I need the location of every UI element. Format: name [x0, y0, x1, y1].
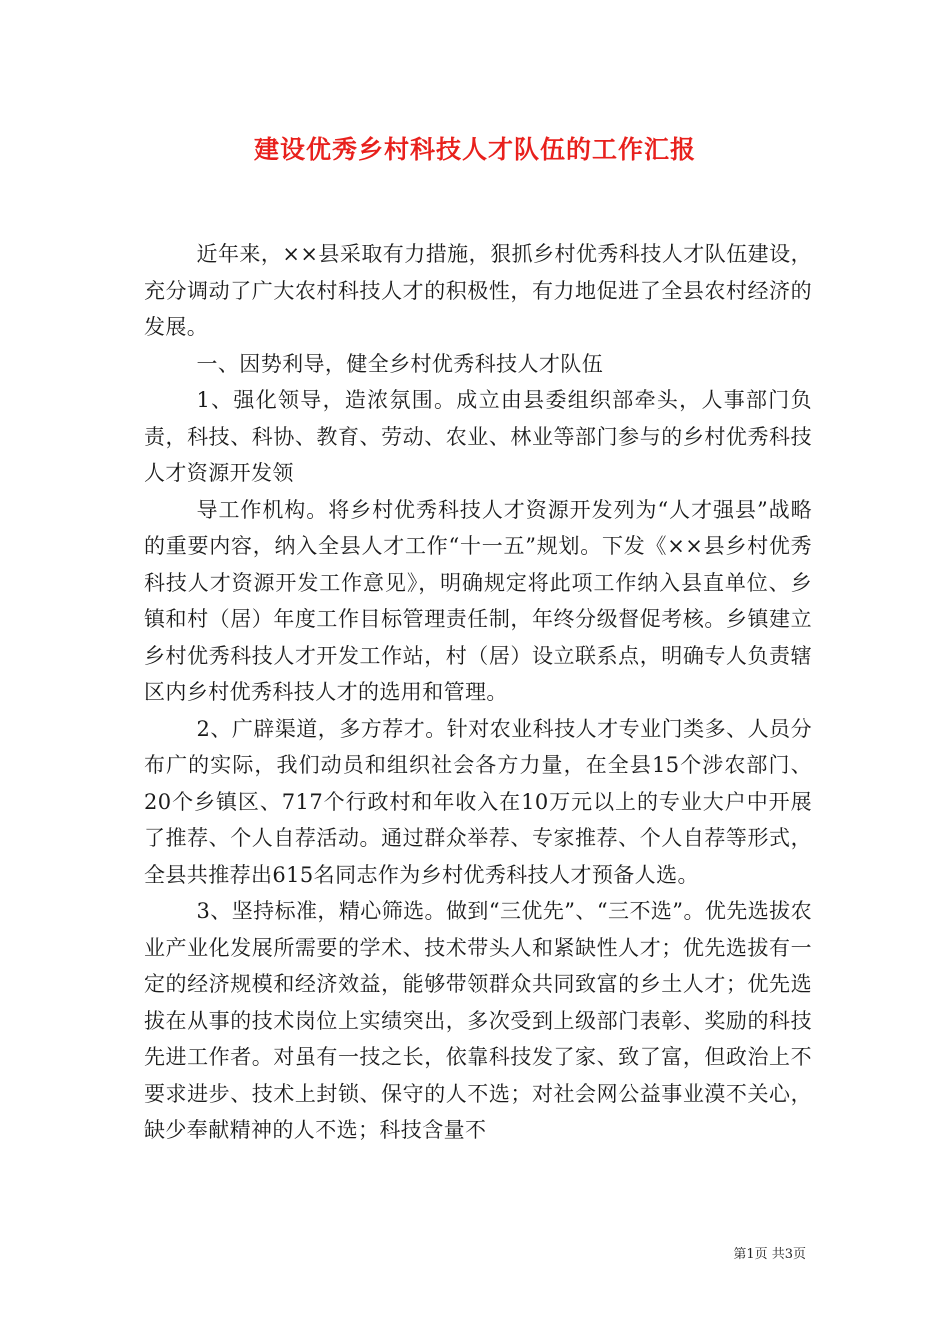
section-heading-1: 一、因势利导，健全乡村优秀科技人才队伍 — [196, 351, 604, 376]
paragraph-intro: 近年来，××县采取有力措施，狠抓乡村优秀科技人才队伍建设，充分调动了广大农村科技人才的积极性，有力地促进了全县农村经济的发展。 — [144, 242, 812, 339]
document-body — [144, 236, 812, 1149]
paragraph-item-2: 2、广辟渠道，多方荐才。针对农业科技人才专业门类多、人员分布广的实际，我们动员和组织社会各方力量，在全县15个涉农部门、20个乡镇区、717个行政村和年收入在10万元以上的专业大户中开展了推荐、个人自荐活动。通过群众举荐、专家推荐、个人自荐等形式，全县共推荐出615名同志作为乡村优秀科技人才预备人选。 — [144, 716, 812, 887]
paragraph-item-3: 3、坚持标准，精心筛选。做到“三优先”、“三不选”。优先选拔农业产业化发展所需要的学术、技术带头人和紧缺性人才；优先选拔有一定的经济规模和经济效益，能够带领群众共同致富的乡土人才；优先选拔在从事的技术岗位上实绩突出，多次受到上级部门表彰、奖励的科技先进工作者。对虽有一技之长，依靠科技发了家、致了富，但政治上不要求进步、技术上封锁、保守的人不选；对社会网公益事业漠不关心，缺少奉献精神的人不选；科技含量不 — [144, 899, 812, 1142]
paragraph-item-1: 1、强化领导，造浓氛围。成立由县委组织部牵头，人事部门负责，科技、科协、教育、劳动、农业、林业等部门参与的乡村优秀科技人才资源开发领 — [144, 388, 812, 485]
page-number: 第1页 共3页 — [733, 1247, 806, 1262]
paragraph-item-1-continued: 导工作机构。将乡村优秀科技人才资源开发列为“人才强县”战略的重要内容，纳入全县人才工作“十一五”规划。下发《××县乡村优秀科技人才资源开发工作意见》，明确规定将此项工作纳入县直单位、乡镇和村（居）年度工作目标管理责任制，年终分级督促考核。乡镇建立乡村优秀科技人才开发工作站，村（居）设立联系点，明确专人负责辖区内乡村优秀科技人才的选用和管理。 — [144, 497, 812, 704]
document-title: 建设优秀乡村科技人才队伍的工作汇报 — [253, 135, 696, 164]
